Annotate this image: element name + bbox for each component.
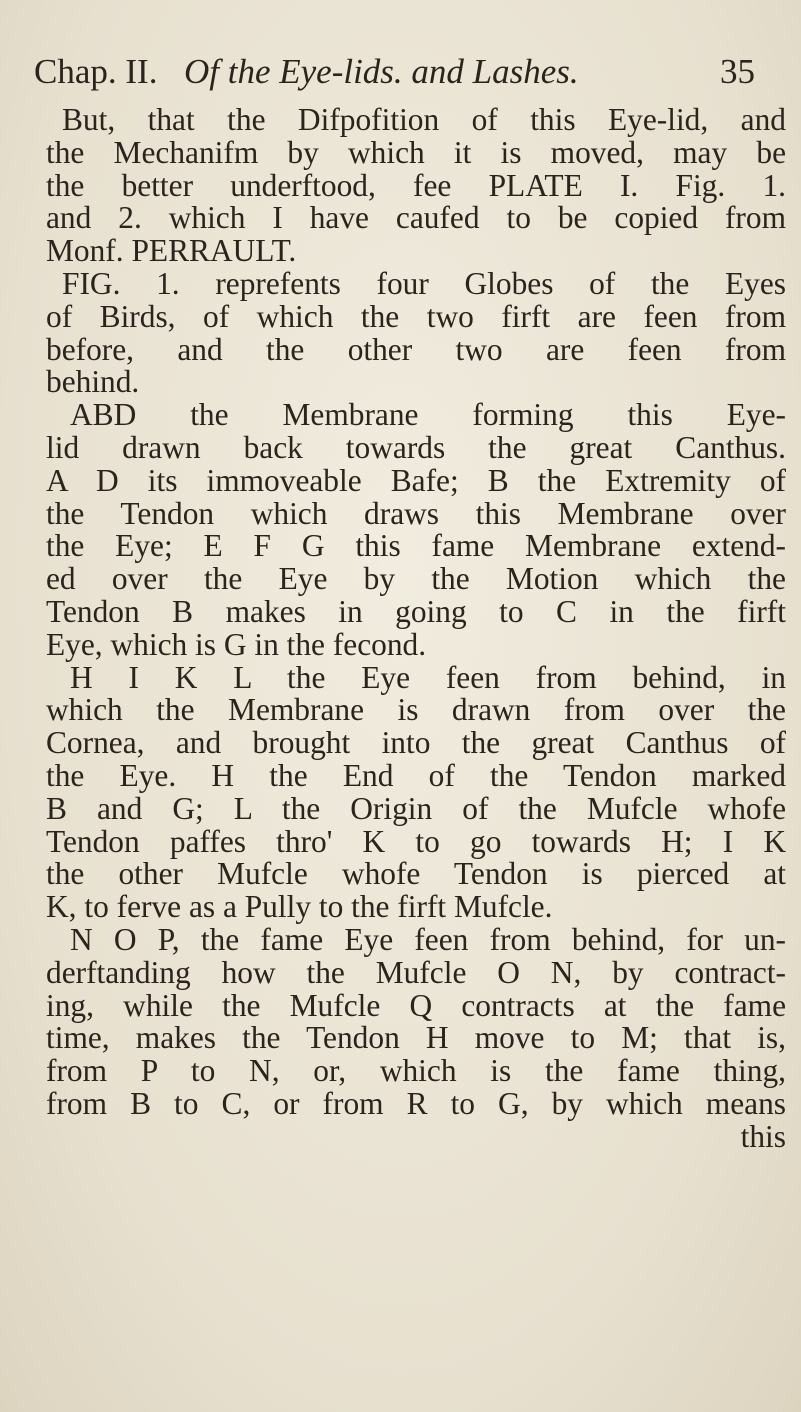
text-line: behind.	[46, 364, 140, 400]
catchword: this	[740, 1118, 786, 1154]
text-line: Monf. PERRAULT.	[46, 233, 297, 269]
text-line: lid drawn back towards the great Canthus.	[46, 429, 786, 465]
text-line: ed over the Eye by the Motion which the	[46, 561, 786, 597]
text-line: Tendon paffes thro' K to go towards H; I K	[46, 823, 786, 859]
page-number: 35	[720, 52, 755, 91]
text-line: ing, while the Mufcle Q contracts at the fame	[46, 987, 786, 1023]
text-line: which the Membrane is drawn from over the	[46, 692, 786, 728]
text-line: before, and the other two are feen from	[46, 331, 786, 367]
text-line: B and G; L the Origin of the Mufcle whofe	[46, 790, 786, 826]
text-line: But, that the Difpofition of this Eye-lid, and	[62, 102, 786, 137]
text-line: time, makes the Tendon H move to M; that is,	[46, 1020, 786, 1056]
text-line: of Birds, of which the two firft are feen from	[46, 298, 786, 334]
text-line: Cornea, and brought into the great Canthus of	[46, 725, 786, 761]
body-text	[46, 104, 786, 1154]
running-title: Of the Eye-lids. and Lashes.	[184, 52, 579, 91]
text-line: ABD the Membrane forming this Eye-	[70, 397, 786, 433]
text-line: A D its immoveable Bafe; B the Extremity of	[46, 462, 786, 498]
text-line: from B to C, or from R to G, by which means	[46, 1085, 786, 1121]
text-line: the Eye. H the End of the Tendon marked	[46, 757, 786, 793]
text-line: FIG. 1. reprefents four Globes of the Eyes	[62, 265, 786, 301]
text-line: the Eye; E F G this fame Membrane extend-	[46, 528, 786, 564]
running-header	[34, 52, 767, 96]
text-line: K, to ferve as a Pully to the firft Mufcle.	[46, 889, 553, 925]
text-line: the other Mufcle whofe Tendon is pierced at	[46, 856, 786, 892]
text-line: the better underftood, fee PLATE I. Fig. 1.	[46, 167, 786, 203]
text-line: H I K L the Eye feen from behind, in	[70, 659, 786, 695]
text-line: the Tendon which draws this Membrane over	[46, 495, 786, 531]
text-line: Eye, which is G in the fecond.	[46, 626, 427, 662]
text-line: the Mechanifm by which it is moved, may be	[46, 134, 786, 170]
text-line: Tendon B makes in going to C in the firft	[46, 593, 786, 629]
text-line: and 2. which I have caufed to be copied from	[46, 200, 786, 236]
chapter-label: Chap. II.	[34, 52, 158, 91]
text-line: derftanding how the Mufcle O N, by contract-	[46, 954, 786, 990]
text-line: from P to N, or, which is the fame thing,	[46, 1053, 786, 1089]
text-line: N O P, the fame Eye feen from behind, for un-	[70, 921, 786, 957]
